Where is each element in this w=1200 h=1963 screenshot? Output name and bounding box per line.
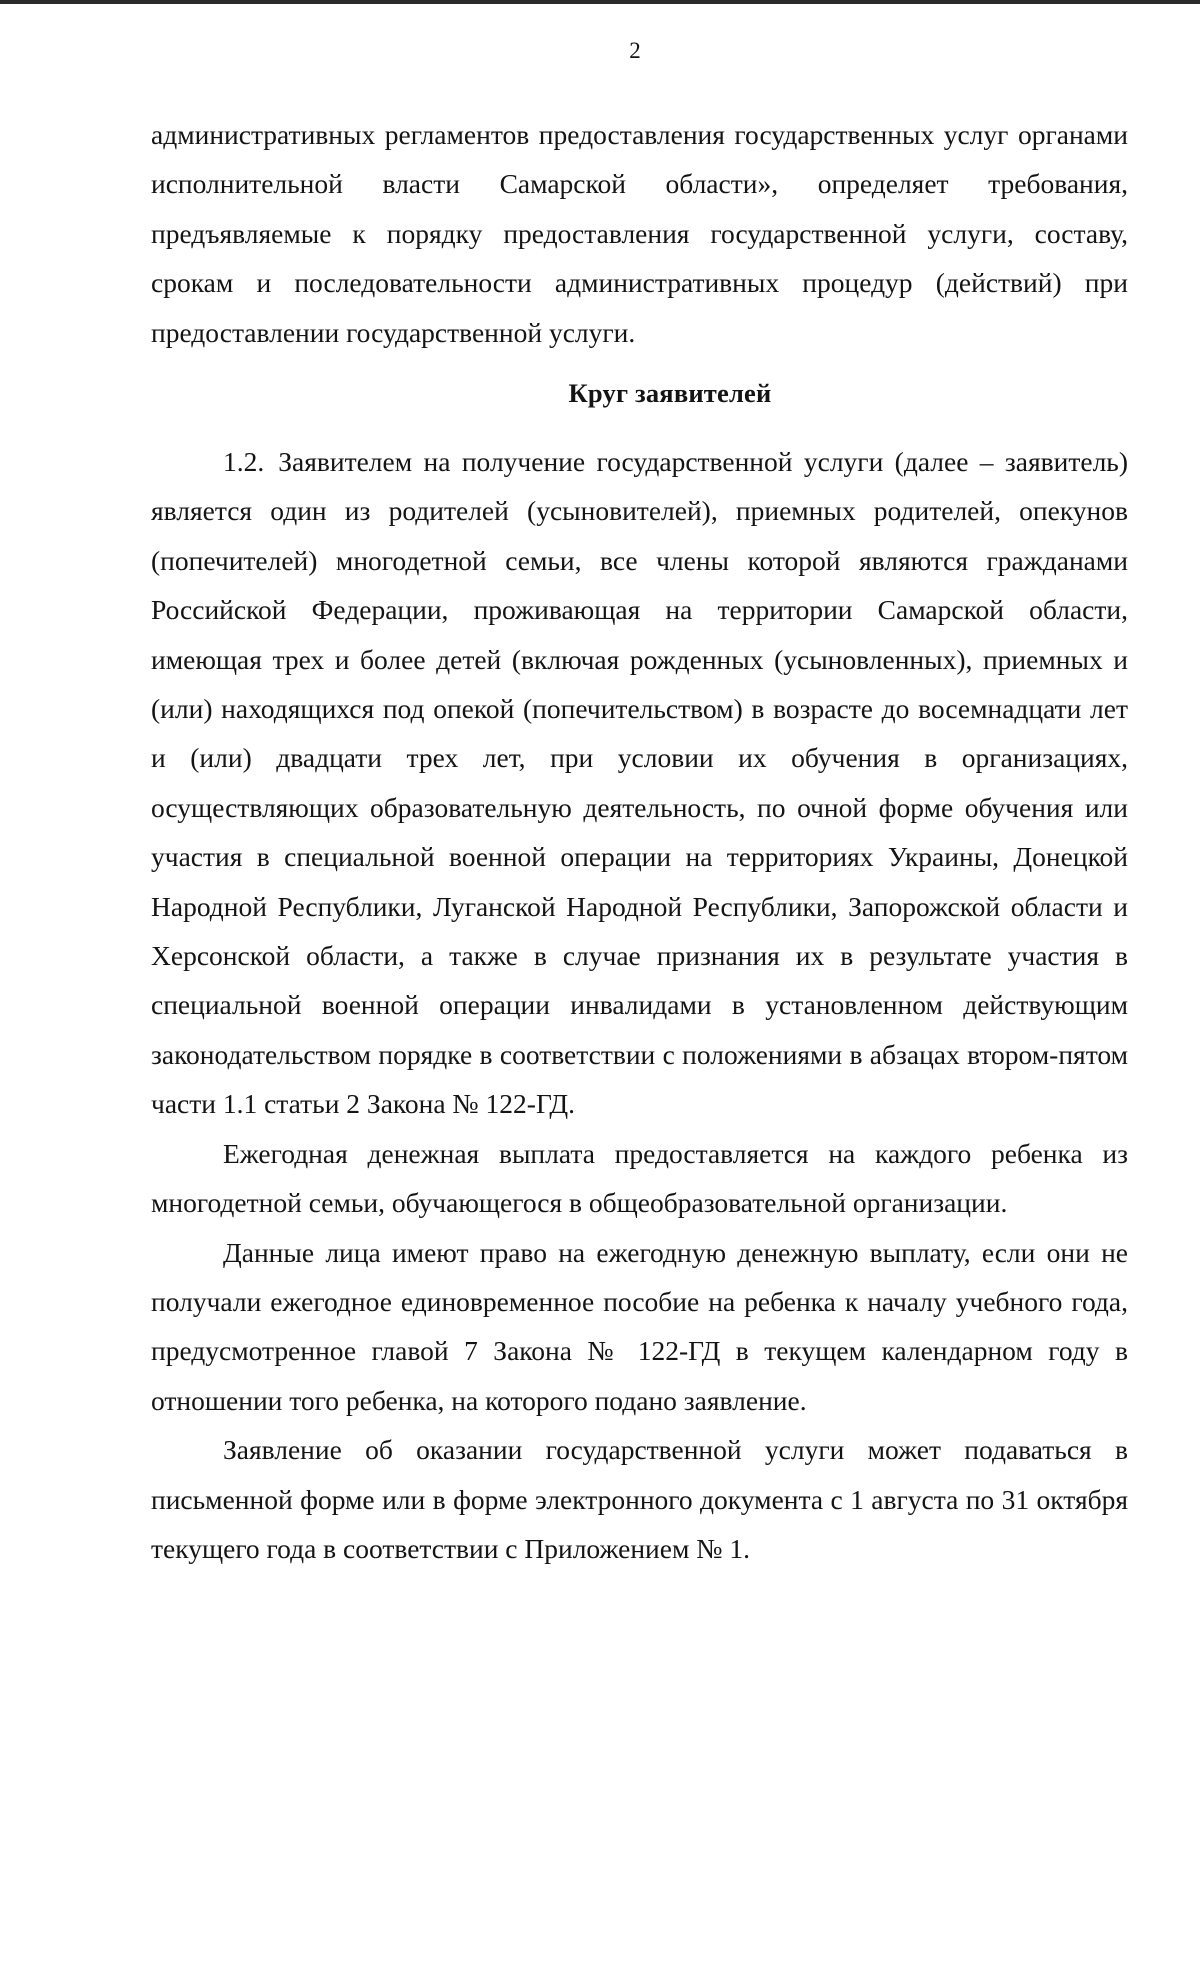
intro-section <box>151 110 1128 357</box>
paragraph-1-2 <box>151 437 1128 1129</box>
paragraph-annual-payment: Ежегодная денежная выплата предоставляется на каждого ребенка из многодетной семьи, обучающегося в общеобразовательной организации. <box>151 1137 1128 1219</box>
section-heading: Круг заявителей <box>568 378 772 408</box>
paragraph-number: 1.2. <box>223 446 265 477</box>
page-number: 2 <box>629 38 641 63</box>
paragraph-1-2-text: Заявителем на получение государственной услуги (далее – заявитель) является один из родителей (усыновителей), приемных родителей, опекунов (попечителей) многодетной семьи, все члены которой являются гражданами Российской Федерации, проживающая на территории Самарской области, имеющая трех и более детей (включая рожденных (усыновленных), приемных и (или) находящихся под опекой (попечительством) в возрасте до восемнадцати лет и (или) двадцати трех лет, при условии их обучения в организациях, осуществляющих образовательную деятельность, по очной форме обучения или участия в специальной военной операции на территориях Украины, Донецкой Народной Республики, Луганской Народной Республики, Запорожской области и Херсонской области, а также в случае признания их в результате участия в специальной военной операции инвалидами в установленном действующим законодательством порядке в соответствии с положениями в абзацах втором-пятом части 1.1 статьи 2 Закона № 122-ГД. <box>151 446 1128 1120</box>
applicants-section <box>151 437 1128 1573</box>
intro-paragraph: административных регламентов предоставления государственных услуг органами исполнительной власти Самарской области», определяет требования, предъявляемые к порядку предоставления государственной услуги, составу, срокам и последовательности административных процедур (действий) при предоставлении государственной услуги. <box>151 119 1128 348</box>
paragraph-eligibility: Данные лица имеют право на ежегодную денежную выплату, если они не получали ежегодное единовременное пособие на ребенка к началу учебного года, предусмотренное главой 7 Закона № 122-ГД в текущем календарном году в отношении того ребенка, на которого подано заявление. <box>151 1236 1128 1416</box>
paragraph-application-period: Заявление об оказании государственной услуги может подаваться в письменной форме или в форме электронного документа с 1 августа по 31 октября текущего года в соответствии с Приложением № 1. <box>151 1434 1128 1564</box>
